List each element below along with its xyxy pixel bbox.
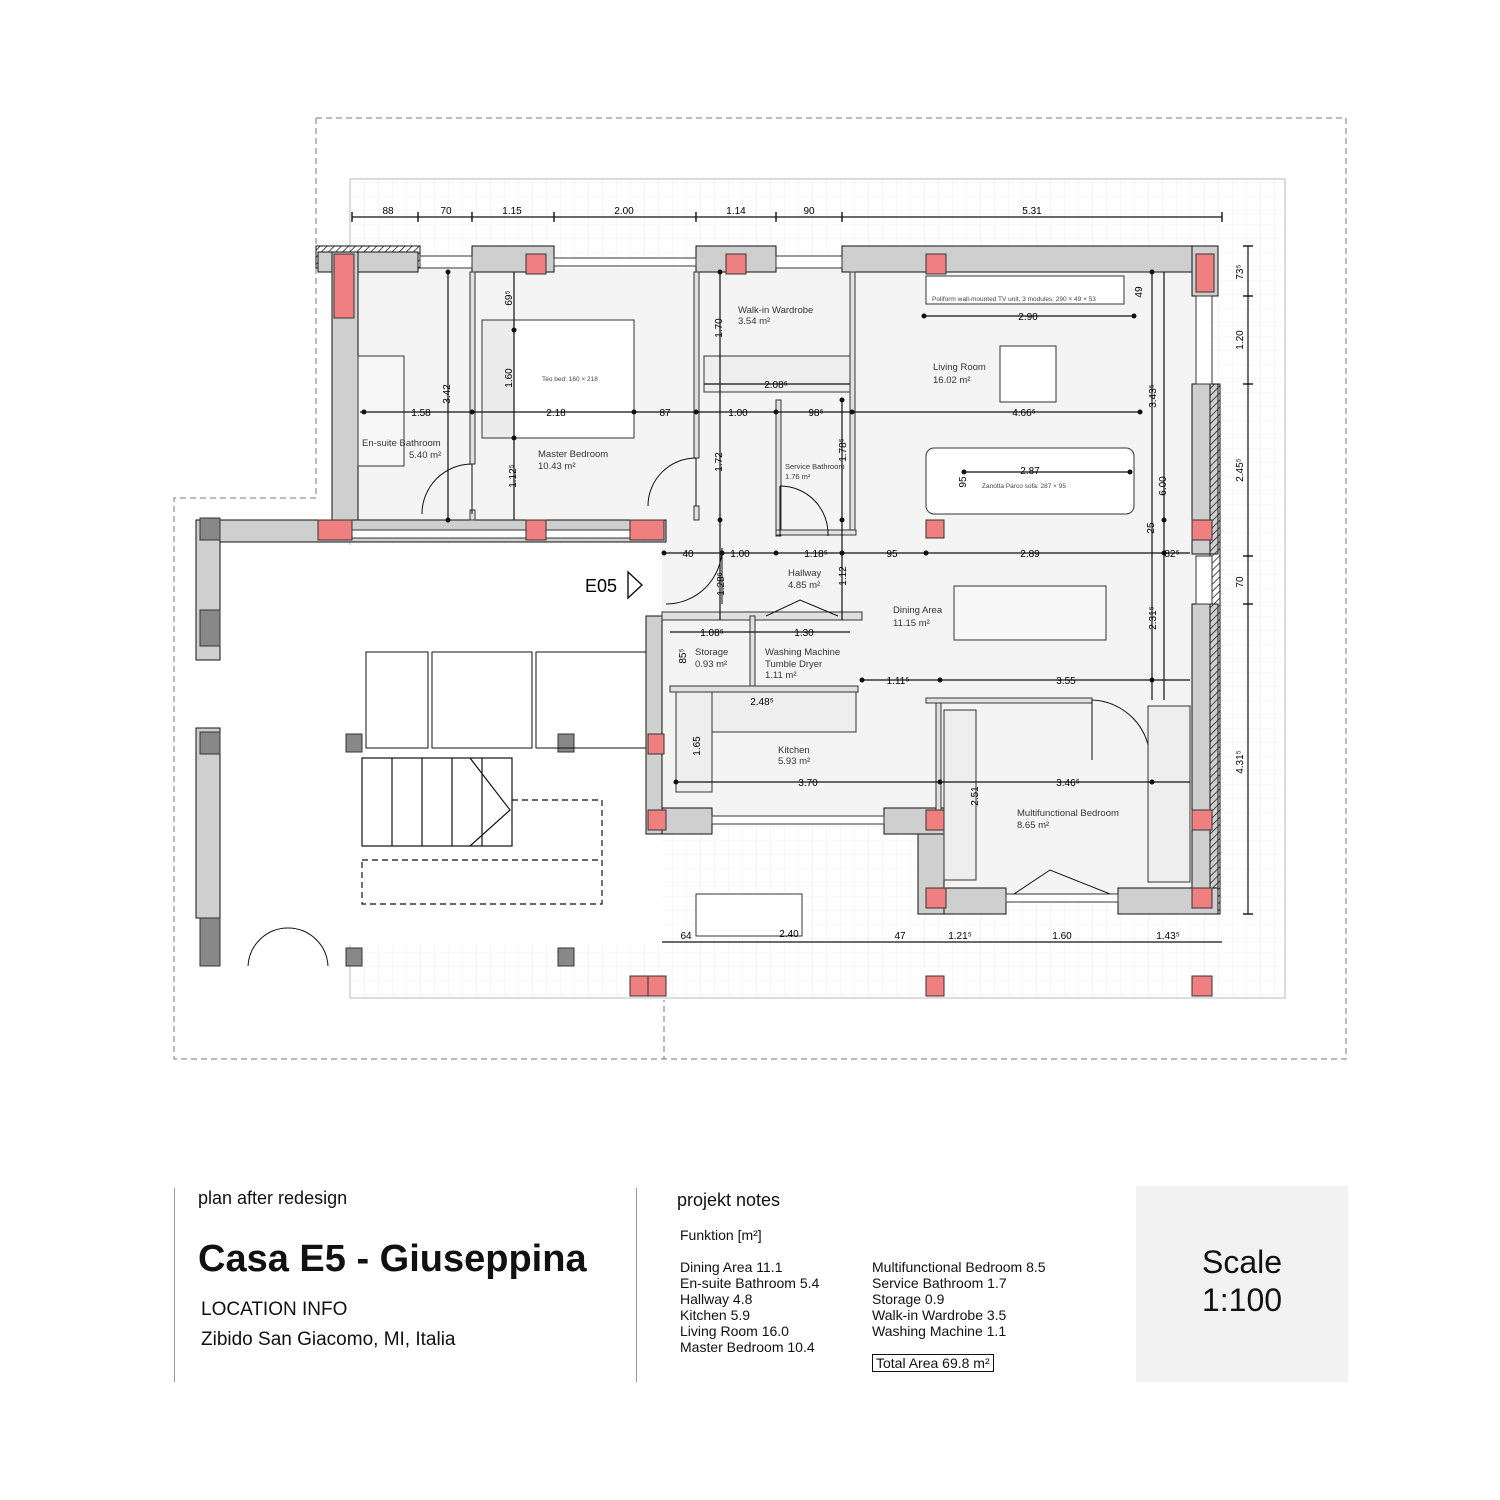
area-list-col1: [680, 1259, 819, 1355]
dim-washing-width: 1.30: [794, 628, 814, 639]
area-item: Storage 0.9: [872, 1291, 945, 1307]
dim-ensuite-height: 3.42: [442, 384, 453, 404]
dim-right-2: 1.20: [1235, 330, 1246, 350]
room-area-living: 16.02 m²: [933, 375, 971, 386]
bedroom2-wardrobe: [1148, 706, 1190, 882]
area-item: Kitchen 5.9: [680, 1307, 751, 1323]
dim-kitchen-height: 1.65: [692, 736, 703, 756]
room-area-dining: 11.15 m²: [893, 618, 930, 629]
room-area-multifunctional: 8.65 m²: [1017, 820, 1050, 831]
dim-living-height: 3.43⁵: [1148, 384, 1159, 408]
dim-kitchen-width: 2.48⁵: [750, 697, 774, 708]
scale-label: Scale: [1201, 1244, 1283, 1280]
dim-top-5: 1.14: [726, 206, 746, 217]
dim-bottom-6: 1.43⁵: [1156, 931, 1180, 942]
dim-bed2-height: 2.51: [970, 786, 981, 806]
dim-row2-a: 40: [682, 549, 694, 560]
dim-wardrobe-width: 2.08⁵: [764, 380, 788, 391]
room-name-kitchen: Kitchen: [778, 745, 810, 756]
room-area-kitchen: 5.93 m²: [778, 756, 811, 767]
dim-service-height: 1.78⁵: [838, 438, 849, 462]
area-item: Dining Area 11.1: [680, 1259, 783, 1275]
location-label: LOCATION INFO: [201, 1299, 348, 1320]
room-name-ensuite: En-suite Bathroom: [362, 438, 441, 449]
coffee-table: [1000, 346, 1056, 402]
area-item: Washing Machine 1.1: [872, 1323, 1007, 1339]
room-area-service: 1.76 m²: [785, 472, 811, 481]
dim-top-3: 1.15: [502, 206, 522, 217]
room-area-washing: 1.11 m²: [765, 670, 797, 681]
dim-hall-height: 1.12: [838, 566, 849, 586]
area-item: Hallway 4.8: [680, 1291, 753, 1307]
dim-bottom-2: 2.40: [779, 929, 799, 940]
dim-row2-c: 1.18⁵: [804, 549, 828, 560]
dim-row1-d: 1.00: [728, 408, 748, 419]
title-block-divider-left: [174, 1188, 175, 1382]
notes-heading: projekt notes: [677, 1190, 781, 1210]
dim-row2-b: 1.00: [730, 549, 750, 560]
area-item: Multifunctional Bedroom 8.5: [872, 1259, 1046, 1275]
area-item: Walk-in Wardrobe 3.5: [872, 1307, 1007, 1323]
address: Zibido San Giacomo, MI, Italia: [201, 1329, 456, 1350]
room-name-dryer: Tumble Dryer: [765, 659, 823, 670]
dim-row2-e: 2.89: [1020, 549, 1040, 560]
dim-bottom-3: 47: [894, 931, 906, 942]
dim-row4-b: 3.46⁵: [1056, 778, 1080, 789]
tv-unit-note: Poliform wall-mounted TV unit, 3 modules: 290 × 49 × 53: [932, 296, 1096, 303]
dim-bottom-5: 1.60: [1052, 931, 1072, 942]
room-name-storage: Storage: [695, 647, 729, 658]
room-name-walkin: Walk-in Wardrobe: [738, 305, 814, 316]
room-name-living: Living Room: [933, 362, 986, 373]
dim-right-1: 73⁵: [1235, 264, 1246, 280]
dim-hall-left: 1.28⁵: [716, 572, 727, 596]
room-area-walkin: 3.54 m²: [738, 316, 771, 327]
entrance-label: E05: [585, 576, 618, 596]
area-list-col2: [872, 1259, 1046, 1339]
dim-row2-f: 82⁵: [1164, 549, 1180, 560]
dim-row1-f: 4.66⁵: [1012, 408, 1036, 419]
dim-top-1: 88: [382, 206, 394, 217]
dim-row1-e: 98⁵: [808, 408, 824, 419]
area-item: En-suite Bathroom 5.4: [680, 1275, 820, 1291]
dim-bottom-1: 64: [680, 931, 692, 942]
project-title: Casa E5 - Giuseppina: [198, 1238, 587, 1280]
scale-value: 1:100: [1201, 1282, 1283, 1318]
room-name-washing: Washing Machine: [765, 647, 841, 658]
function-label: Funktion [m²]: [680, 1227, 762, 1243]
dim-row1-b: 2.18: [546, 408, 566, 419]
dim-bottom-4: 1.21⁵: [948, 931, 972, 942]
dim-top-6: 90: [803, 206, 815, 217]
room-area-master: 10.43 m²: [538, 461, 576, 472]
scale-box: [1136, 1186, 1348, 1382]
dim-storage-height: 85⁵: [678, 648, 689, 664]
dim-wardrobe-height: 1.70: [714, 318, 725, 338]
dim-top-4: 2.00: [614, 206, 634, 217]
dim-row4-a: 3.70: [798, 778, 818, 789]
room-name-master: Master Bedroom: [538, 449, 609, 460]
dining-table: [954, 586, 1106, 640]
room-name-hallway: Hallway: [788, 568, 822, 579]
dim-bed-bottom: 1.12⁵: [508, 464, 519, 488]
sofa-note: Zanotta Parco sofa: 287 × 95: [982, 483, 1067, 490]
room-name-dining: Dining Area: [893, 605, 943, 616]
dim-row1-a: 1.58: [411, 408, 431, 419]
room-area-hallway: 4.85 m²: [788, 580, 821, 591]
stairwell-floor: [220, 545, 662, 945]
dim-right-4: 70: [1235, 576, 1246, 588]
total-area: Total Area 69.8 m²: [872, 1354, 994, 1372]
dim-gap-25: 25: [1146, 522, 1157, 534]
dim-row2-d: 95: [886, 549, 898, 560]
area-item: Service Bathroom 1.7: [872, 1275, 1007, 1291]
dim-living-total: 6.00: [1158, 476, 1169, 496]
dim-bed-length: 1.60: [504, 368, 515, 388]
dim-top-2: 70: [440, 206, 452, 217]
dim-right-3: 2.45⁵: [1235, 458, 1246, 482]
dim-right-5: 4.31⁵: [1235, 750, 1246, 774]
dim-hall-vertical: 1.72: [714, 452, 725, 472]
room-name-multifunctional: Multifunctional Bedroom: [1017, 808, 1119, 819]
dim-bed-top: 69⁵: [504, 290, 515, 306]
title-block-divider-mid: [636, 1188, 637, 1382]
dim-tv-depth: 49: [1134, 286, 1145, 298]
area-item: Master Bedroom 10.4: [680, 1339, 815, 1355]
plan-subtitle: plan after redesign: [198, 1188, 348, 1208]
dim-row3-b: 3.55: [1056, 676, 1076, 687]
room-name-service: Service Bathroom: [785, 462, 845, 471]
dim-top-7: 5.31: [1022, 206, 1042, 217]
dim-dining-height: 2.31⁵: [1148, 606, 1159, 630]
bed-note: Teo bed: 160 × 218: [542, 376, 598, 383]
room-area-storage: 0.93 m²: [695, 659, 728, 670]
dim-storage-width: 1.08⁵: [700, 628, 724, 639]
dim-sofa-width: 2.87: [1020, 466, 1040, 477]
room-area-ensuite: 5.40 m²: [409, 450, 442, 461]
dim-tv-width: 2.90: [1018, 312, 1038, 323]
dim-row1-c: 87: [659, 408, 671, 419]
dim-sofa-depth: 95: [958, 476, 969, 488]
dim-row3-a: 1.11⁵: [886, 676, 910, 687]
area-item: Living Room 16.0: [680, 1323, 789, 1339]
